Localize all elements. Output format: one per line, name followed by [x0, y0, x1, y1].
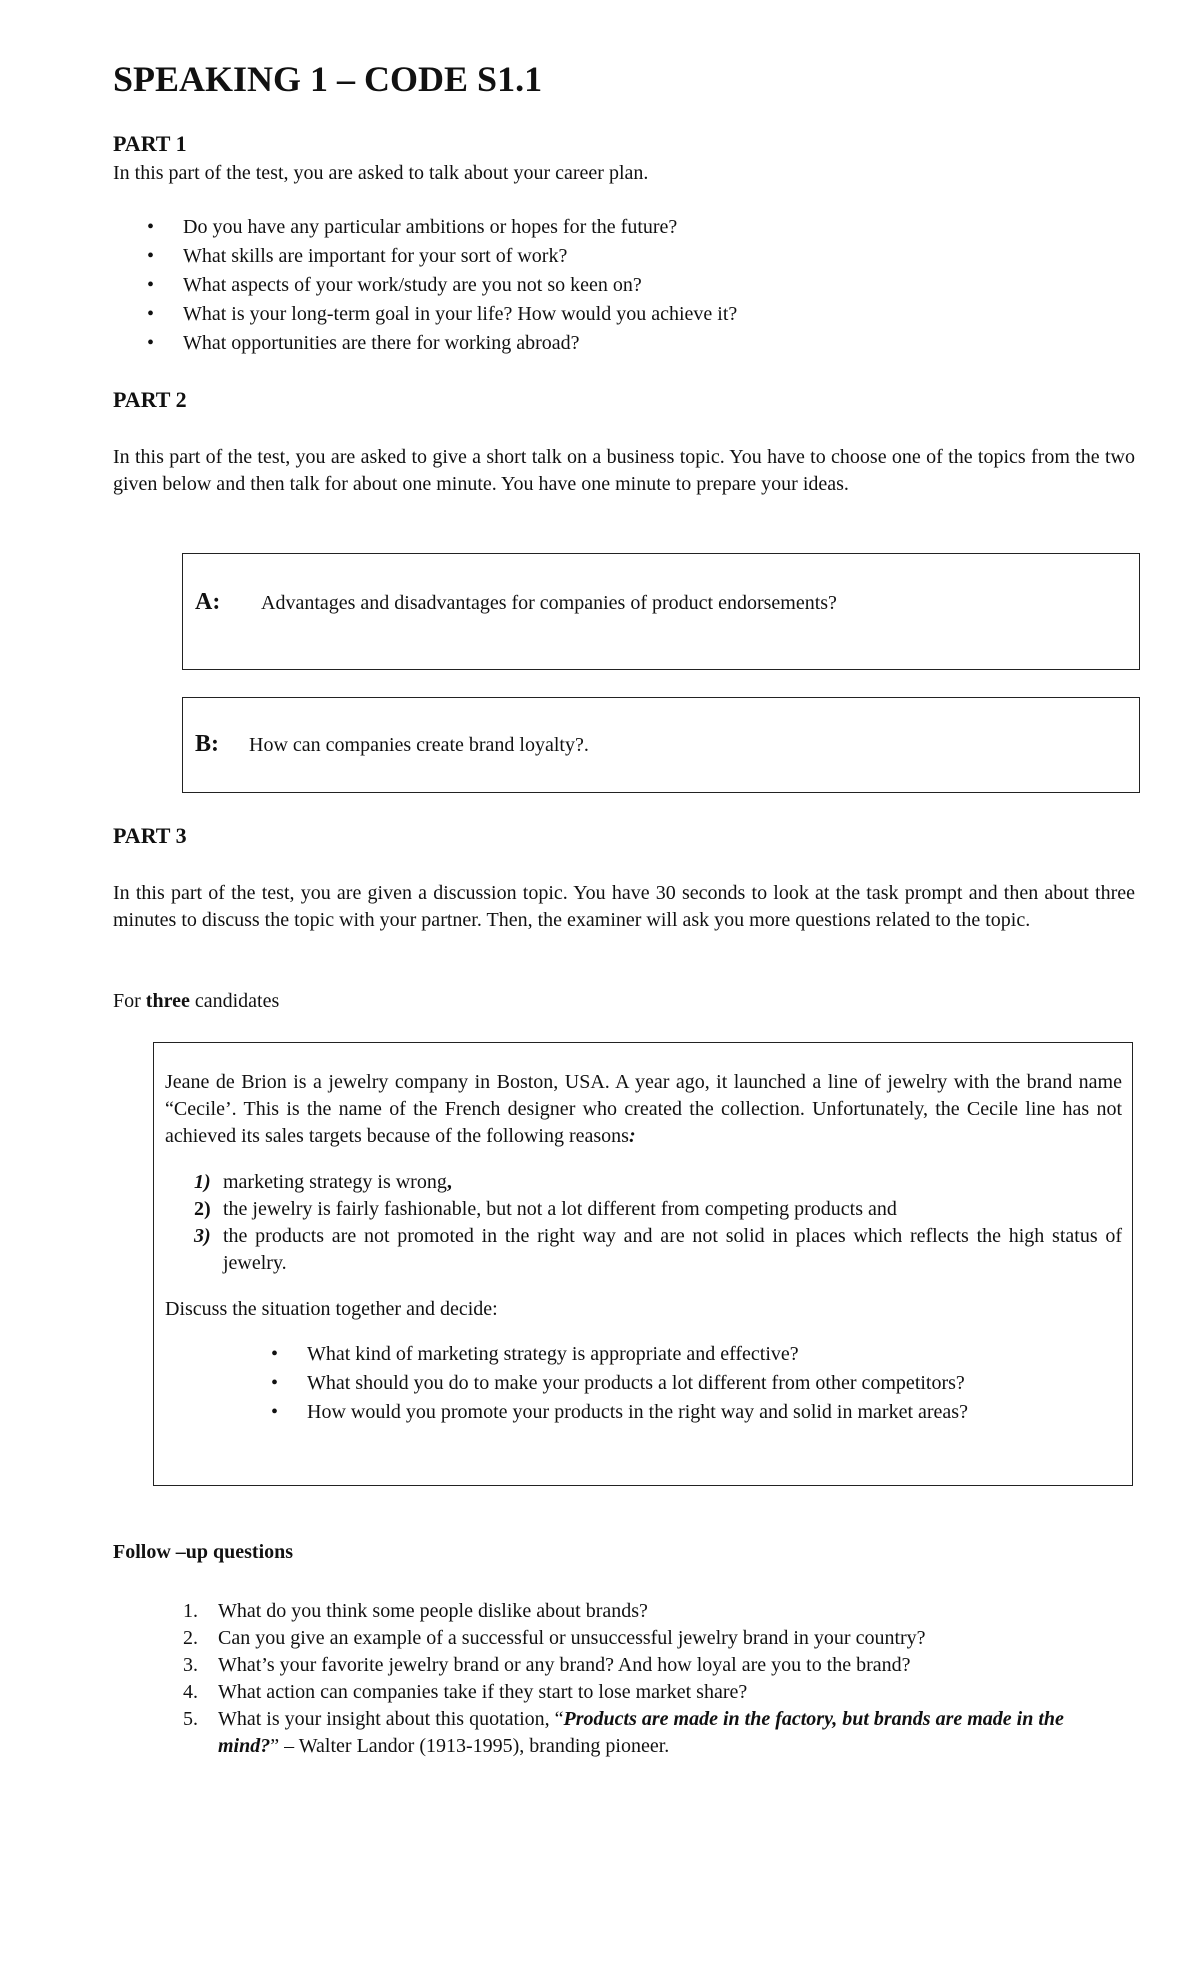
case-description-text: Jeane de Brion is a jewelry company in Boston, USA. A year ago, it launched a line of jewelry with the brand name “Cecile’. This is the name of the French designer who created the collection. Unfortunately, the Cecile line has not achieved its sales targets because of the following reasons	[165, 1071, 1122, 1147]
followup-number: 1.	[183, 1600, 198, 1622]
reason-text: the jewelry is fairly fashionable, but not a lot different from competing products and	[223, 1198, 897, 1220]
followup-heading: Follow –up questions	[113, 1541, 294, 1563]
followup-text: What action can companies take if they start to lose market share?	[218, 1681, 748, 1703]
part1-intro: In this part of the test, you are asked to talk about your career plan.	[113, 162, 649, 184]
followup-q5-before: What is your insight about this quotation, “	[218, 1708, 564, 1730]
reason-text: the products are not promoted in the right way and are not solid in places which reflects the high status of jewelry.	[223, 1225, 1122, 1274]
part1-heading: PART 1	[113, 131, 187, 156]
case-description	[165, 1069, 1122, 1150]
reason-trail: ,	[446, 1171, 452, 1193]
candidates-line	[113, 988, 1135, 1015]
reason-item	[165, 1169, 1122, 1196]
case-description-colon: :	[628, 1125, 636, 1147]
reason-number: 2)	[194, 1198, 211, 1220]
followup-question	[113, 1679, 1113, 1706]
candidates-suffix: candidates	[194, 990, 280, 1012]
followup-text: What’s your favorite jewelry brand or any brand? And how loyal are you to the brand?	[218, 1654, 911, 1676]
discuss-points-list	[165, 1340, 1122, 1427]
topic-a-label: A:	[195, 589, 221, 615]
reason-number: 1)	[194, 1171, 211, 1193]
part2-heading: PART 2	[113, 387, 187, 412]
followup-text: What do you think some people dislike about brands?	[218, 1600, 648, 1622]
followup-q5-quote: Products are made in the factory, but brands are made in the mind?	[218, 1708, 1064, 1757]
topic-a-box	[182, 553, 1140, 670]
reason-number: 3)	[194, 1225, 211, 1247]
topic-b-text: How can companies create brand loyalty?.	[249, 734, 589, 756]
discuss-point: • What kind of marketing strategy is appropriate and effective?	[165, 1340, 1122, 1369]
part1-question: • What is your long-term goal in your life? How would you achieve it?	[113, 300, 737, 329]
followup-text: Can you give an example of a successful or unsuccessful jewelry brand in your country?	[218, 1627, 926, 1649]
part1-question: • What opportunities are there for working abroad?	[113, 329, 737, 358]
reason-item	[165, 1196, 1122, 1223]
reason-text: marketing strategy is wrong	[223, 1171, 447, 1193]
part1-question: • Do you have any particular ambitions or hopes for the future?	[113, 213, 737, 242]
followup-number: 2.	[183, 1627, 198, 1649]
followup-number: 3.	[183, 1654, 198, 1676]
followup-question-list	[113, 1598, 1113, 1760]
topic-b-label: B:	[195, 731, 219, 757]
followup-number: 4.	[183, 1681, 198, 1703]
reason-item	[165, 1223, 1122, 1277]
part1-question: • What aspects of your work/study are you not so keen on?	[113, 271, 737, 300]
reasons-list	[165, 1169, 1122, 1277]
case-study-box	[153, 1042, 1133, 1486]
followup-question	[113, 1598, 1113, 1625]
candidates-count: three	[145, 990, 190, 1012]
followup-number: 5.	[183, 1708, 198, 1730]
candidates-prefix: For	[113, 990, 141, 1012]
topic-a-text: Advantages and disadvantages for companies of product endorsements?	[261, 592, 837, 614]
followup-question	[113, 1625, 1113, 1652]
part3-intro: In this part of the test, you are given a discussion topic. You have 30 seconds to look at the task prompt and then about three minutes to discuss the topic with your partner. Then, the examiner will ask you more questions related to the topic.	[113, 882, 1135, 931]
part2-intro: In this part of the test, you are asked to give a short talk on a business topic. You have to choose one of the topics from the two given below and then talk for about one minute. You have one minute to prepare your ideas.	[113, 446, 1135, 495]
document-title: SPEAKING 1 – CODE S1.1	[113, 59, 543, 99]
discuss-point: • What should you do to make your products a lot different from other competitors?	[165, 1369, 1122, 1398]
followup-question	[113, 1652, 1113, 1679]
part3-heading: PART 3	[113, 823, 187, 848]
discuss-point: • How would you promote your products in the right way and solid in market areas?	[165, 1398, 1122, 1427]
followup-question	[113, 1706, 1113, 1760]
topic-b-box	[182, 697, 1140, 793]
part1-question-list	[113, 213, 737, 358]
discuss-prompt: Discuss the situation together and decide:	[165, 1298, 498, 1320]
part1-question: • What skills are important for your sort of work?	[113, 242, 737, 271]
followup-q5-after: ” – Walter Landor (1913-1995), branding pioneer.	[270, 1735, 670, 1757]
